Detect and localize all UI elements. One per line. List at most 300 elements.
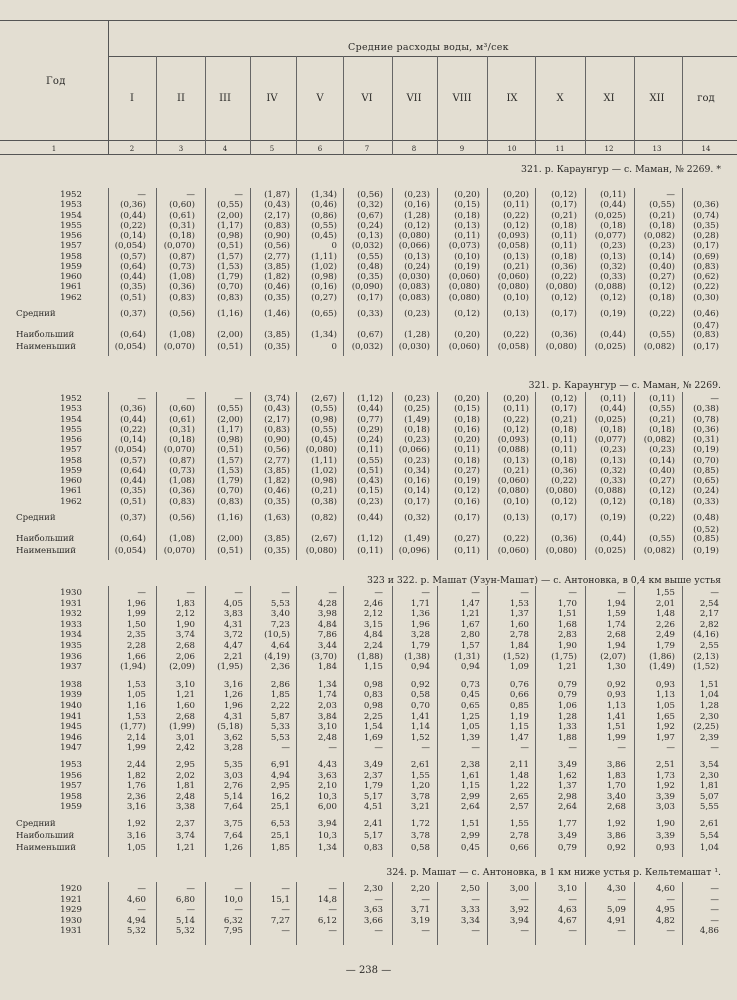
value-cell: —	[568, 588, 577, 598]
stat-value-cell: (1,16)	[217, 512, 243, 523]
section-divider	[487, 392, 488, 560]
value-cell: —	[710, 394, 719, 404]
value-cell: 5,87	[270, 711, 290, 722]
value-cell: 16,2	[270, 791, 290, 802]
value-cell: 2,03	[317, 701, 337, 711]
month-header-7: VIII	[452, 93, 472, 104]
value-cell: 2,50	[460, 884, 480, 894]
value-cell: (3,70)	[311, 651, 337, 662]
value-cell: (0,44)	[120, 210, 146, 221]
value-cell: —	[186, 394, 195, 404]
value-cell: (0,43)	[264, 200, 290, 211]
value-cell: 4,86	[699, 926, 719, 937]
year-cell: 1959	[60, 465, 82, 476]
value-cell: 2,98	[557, 791, 577, 802]
value-cell: 1,21	[175, 690, 195, 701]
value-cell: (0,87)	[169, 455, 195, 466]
value-cell: 1,28	[557, 711, 577, 722]
stat-value-cell: 1,26	[223, 843, 243, 853]
value-cell: —	[421, 926, 430, 937]
section-divider	[392, 882, 393, 945]
value-cell: —	[710, 743, 719, 754]
stat-value-cell: (0,19)	[600, 512, 626, 523]
value-cell: 1,53	[509, 598, 529, 609]
section-divider	[585, 882, 586, 945]
value-cell: (3,85)	[264, 261, 290, 272]
section-divider	[437, 882, 438, 945]
value-cell: —	[666, 926, 675, 937]
value-cell: (0,11)	[551, 435, 577, 445]
value-cell: (0,69)	[693, 251, 719, 262]
value-cell: (0,12)	[551, 496, 577, 507]
stat-value-cell: (0,35)	[264, 341, 290, 352]
stat-value-cell: (0,20)	[454, 329, 480, 340]
section-divider	[392, 392, 393, 560]
section-divider	[156, 392, 157, 560]
value-cell: (0,98)	[311, 272, 337, 282]
value-cell: (0,23)	[404, 190, 430, 200]
section-divider	[250, 392, 251, 560]
section-divider	[343, 586, 344, 857]
year-cell: 1958	[60, 251, 82, 262]
section-divider	[156, 882, 157, 945]
table-row	[0, 701, 737, 712]
stat-value-cell: (0,11)	[357, 545, 383, 556]
stat-value-cell: (0,27)	[454, 533, 480, 544]
stat-value-cell: 2,61	[699, 819, 719, 829]
value-cell: (1,02)	[311, 465, 337, 476]
value-cell: 0,66	[509, 690, 529, 701]
value-cell: —	[234, 905, 243, 916]
stat-value-cell: (0,22)	[503, 329, 529, 340]
table-row	[0, 630, 737, 641]
table-header	[0, 20, 737, 155]
value-cell: (0,22)	[503, 414, 529, 425]
stat-row	[0, 342, 737, 353]
section-divider	[250, 882, 251, 945]
value-cell: (0,080)	[497, 486, 529, 497]
value-cell: 0,65	[460, 701, 480, 711]
value-cell: 3,01	[175, 732, 195, 743]
value-cell: (0,32)	[600, 465, 626, 476]
value-cell: (0,24)	[357, 435, 383, 445]
stat-value-cell: 2,99	[460, 831, 480, 841]
year-cell: 1936	[60, 651, 82, 662]
value-cell: (1,28)	[404, 210, 430, 221]
value-cell: 1,51	[699, 679, 719, 690]
value-cell: (2,67)	[311, 394, 337, 404]
value-cell: 1,37	[557, 781, 577, 792]
value-cell: 6,32	[223, 915, 243, 926]
value-cell: (1,57)	[217, 455, 243, 466]
value-cell: (1,79)	[217, 272, 243, 282]
value-cell: (0,083)	[398, 292, 430, 303]
section-divider	[205, 392, 206, 560]
value-cell: 0,94	[410, 662, 430, 673]
value-cell: (0,20)	[454, 435, 480, 445]
stat-value-cell: (0,032)	[351, 341, 383, 352]
value-cell: —	[137, 394, 146, 404]
month-header-2: III	[219, 93, 231, 104]
section-divider	[585, 188, 586, 356]
value-cell: 4,31	[223, 711, 243, 722]
value-cell: —	[281, 588, 290, 598]
year-cell: 1946	[60, 732, 82, 743]
month-header-11: XII	[649, 93, 665, 104]
value-cell: 4,30	[606, 884, 626, 894]
stat-value-cell: 0,45	[460, 843, 480, 853]
stat-value-cell: 3,78	[410, 831, 430, 841]
value-cell: (1,17)	[217, 220, 243, 231]
value-cell: 1,37	[509, 609, 529, 620]
value-cell: —	[186, 884, 195, 894]
value-cell: 1,68	[557, 619, 577, 630]
value-cell: 3,74	[175, 630, 195, 641]
value-cell: 3,28	[410, 630, 430, 641]
value-cell: 3,38	[175, 802, 195, 813]
stat-value-cell: 3,94	[317, 819, 337, 829]
value-cell: 2,22	[270, 701, 290, 711]
value-cell: (0,11)	[600, 394, 626, 404]
value-cell: 3,44	[317, 641, 337, 651]
stat-value-cell: (0,32)	[404, 512, 430, 523]
value-cell: 4,60	[126, 894, 146, 905]
value-cell: 4,94	[270, 770, 290, 781]
section-divider	[535, 586, 536, 857]
stat-value-cell: 0,79	[557, 843, 577, 853]
value-cell: 2,02	[175, 770, 195, 781]
value-cell: —	[471, 926, 480, 937]
value-cell: 5,53	[270, 598, 290, 609]
value-cell: 3,16	[126, 802, 146, 813]
value-cell: 1,82	[126, 770, 146, 781]
table-row	[0, 599, 737, 610]
value-cell: (0,83)	[169, 292, 195, 303]
value-cell: (0,36)	[120, 404, 146, 415]
section-title-s324: 324. р. Машат — с. Антоновка, в 1 км ниже устья р. Кельтемашат ¹.	[386, 867, 721, 878]
value-cell: (0,21)	[311, 486, 337, 497]
value-cell: 0,79	[557, 690, 577, 701]
value-cell: 7,23	[270, 619, 290, 630]
value-cell: (0,18)	[454, 455, 480, 466]
value-cell: (0,83)	[264, 424, 290, 435]
stat-row	[0, 534, 737, 545]
stat-value-cell: (0,35)	[264, 545, 290, 556]
section-divider	[585, 392, 586, 560]
value-cell: (1,82)	[264, 272, 290, 282]
value-cell: —	[186, 588, 195, 598]
value-cell: 1,96	[223, 701, 243, 711]
stat-value-cell: 0,58	[410, 843, 430, 853]
year-cell: 1938	[60, 679, 82, 690]
value-cell: 1,15	[509, 722, 529, 733]
value-cell: 3,33	[460, 905, 480, 916]
value-cell: (1,99)	[169, 722, 195, 733]
value-cell: (0,13)	[404, 251, 430, 262]
value-cell: (1,38)	[404, 651, 430, 662]
value-cell: (0,10)	[503, 292, 529, 303]
value-cell: (0,35)	[120, 486, 146, 497]
stat-value-cell: 3,16	[126, 831, 146, 841]
table-row	[0, 905, 737, 916]
value-cell: 2,37	[363, 770, 383, 781]
value-cell: (0,55)	[217, 200, 243, 211]
value-cell: 2,01	[655, 598, 675, 609]
value-cell: (0,51)	[357, 465, 383, 476]
stat-value-cell: (1,49)	[404, 533, 430, 544]
stat-value-cell: 1,34	[317, 843, 337, 853]
value-cell: (0,70)	[217, 282, 243, 293]
value-cell: (0,36)	[120, 200, 146, 211]
value-cell: —	[328, 588, 337, 598]
value-cell: 1,34	[317, 679, 337, 690]
stat-value-cell: 1,77	[557, 819, 577, 829]
value-cell: 0,83	[363, 690, 383, 701]
value-cell: 1,74	[606, 619, 626, 630]
table-row	[0, 733, 737, 744]
value-cell: 0,93	[655, 679, 675, 690]
section-divider	[682, 882, 683, 945]
value-cell: (0,12)	[503, 424, 529, 435]
value-cell: 0,45	[460, 690, 480, 701]
section-divider	[487, 188, 488, 356]
value-cell: —	[234, 884, 243, 894]
stat-value-cell: (0,19)	[693, 545, 719, 556]
value-cell: (1,77)	[120, 722, 146, 733]
value-cell: (0,14)	[120, 435, 146, 445]
table-row	[0, 926, 737, 937]
value-cell: 0,79	[557, 679, 577, 690]
stat-row	[0, 513, 737, 524]
value-cell: (0,46)	[264, 282, 290, 293]
value-cell: (0,060)	[497, 476, 529, 486]
stat-value-cell: (0,51)	[217, 341, 243, 352]
header-divider-5	[343, 56, 344, 155]
value-cell: —	[617, 588, 626, 598]
stat-value-cell: (0,13)	[503, 308, 529, 319]
value-cell: 1,19	[509, 711, 529, 722]
section-divider	[296, 586, 297, 857]
stat-label: Наибольший	[16, 533, 75, 544]
value-cell: (0,43)	[264, 404, 290, 415]
month-header-8: IX	[506, 93, 518, 104]
value-cell: 1,92	[655, 722, 675, 733]
value-cell: (0,088)	[497, 445, 529, 456]
value-cell: (0,77)	[357, 414, 383, 425]
value-cell: 3,98	[317, 609, 337, 620]
value-cell: —	[234, 190, 243, 200]
value-cell: (1,02)	[311, 261, 337, 272]
value-cell: —	[710, 915, 719, 926]
year-cell: 1960	[60, 272, 82, 282]
stat-value-cell: 3,49	[557, 831, 577, 841]
section-title-s321a: 321. р. Караунгур — с. Маман, № 2269. *	[521, 164, 721, 175]
value-cell: (0,18)	[454, 210, 480, 221]
value-cell: 3,94	[509, 915, 529, 926]
year-cell: 1921	[60, 894, 82, 905]
stat-label: Средний	[16, 308, 56, 319]
value-cell: 2,48	[175, 791, 195, 802]
stat-value-cell: (1,63)	[264, 512, 290, 523]
value-cell: 1,30	[606, 662, 626, 673]
section-divider	[156, 188, 157, 356]
value-cell: (0,20)	[454, 190, 480, 200]
stat-value-cell: (0,082)	[643, 545, 675, 556]
value-cell: (0,17)	[357, 292, 383, 303]
value-cell: 1,26	[223, 690, 243, 701]
value-cell: (0,33)	[693, 496, 719, 507]
value-cell: 2,76	[223, 781, 243, 792]
year-cell: 1952	[60, 190, 82, 200]
value-cell: 1,21	[557, 662, 577, 673]
section-divider	[108, 188, 109, 356]
value-cell: (0,12)	[551, 394, 577, 404]
section-divider	[634, 882, 635, 945]
value-cell: (0,11)	[649, 394, 675, 404]
stat-value-cell: (0,060)	[497, 545, 529, 556]
year-cell: 1962	[60, 292, 82, 303]
value-cell: (0,28)	[693, 231, 719, 241]
value-cell: (0,054)	[114, 445, 146, 456]
value-cell: 2,26	[655, 619, 675, 630]
value-cell: 6,80	[175, 894, 195, 905]
stat-label: Наибольший	[16, 329, 75, 340]
value-cell: (0,44)	[120, 476, 146, 486]
stat-value-cell: (0,33)	[357, 308, 383, 319]
value-cell: 3,72	[223, 630, 243, 641]
year-cell: 1953	[60, 200, 82, 211]
stat-value-cell: (0,65)	[311, 308, 337, 319]
value-cell: 2,57	[509, 802, 529, 813]
column-number-3: 4	[222, 145, 228, 153]
value-cell: (0,27)	[649, 272, 675, 282]
value-cell: (0,093)	[497, 231, 529, 241]
value-cell: (0,78)	[693, 414, 719, 425]
value-cell: —	[617, 743, 626, 754]
stat-value-cell: (0,64)	[120, 533, 146, 544]
value-cell: —	[421, 894, 430, 905]
value-cell: 2,10	[317, 781, 337, 792]
section-title-s321b: 321. р. Караунгур — с. Маман, № 2269.	[528, 380, 721, 391]
value-cell: 1,53	[126, 711, 146, 722]
section-divider	[535, 392, 536, 560]
stat-label: Наименьший	[16, 843, 76, 853]
value-cell: (1,49)	[649, 662, 675, 673]
section-title-s323: 323 и 322. р. Машат (Узун-Машат) — с. Антоновка, в 0,4 км выше устья	[367, 575, 721, 586]
value-cell: 3,16	[223, 679, 243, 690]
value-cell: (0,13)	[357, 231, 383, 241]
value-cell: 2,44	[126, 760, 146, 770]
month-header-0: I	[130, 93, 134, 104]
value-cell: —	[568, 743, 577, 754]
value-cell: 1,90	[175, 619, 195, 630]
value-cell: (0,17)	[693, 241, 719, 252]
section-divider	[250, 188, 251, 356]
stat-value-cell: 25,1	[270, 831, 290, 841]
value-cell: 2,11	[509, 760, 529, 770]
value-cell: 1,96	[410, 619, 430, 630]
value-cell: (0,18)	[649, 424, 675, 435]
stat-value-cell: (0,060)	[448, 341, 480, 352]
value-cell: 3,54	[699, 760, 719, 770]
table-row	[0, 680, 737, 691]
value-cell: (2,17)	[264, 210, 290, 221]
stat-value-cell: (0,22)	[503, 533, 529, 544]
stat-row	[0, 546, 737, 557]
stat-value-cell: (0,37)	[120, 308, 146, 319]
value-cell: 5,14	[223, 791, 243, 802]
stat-value-cell: (3,85)	[264, 329, 290, 340]
value-cell: (0,38)	[311, 496, 337, 507]
value-cell: (0,60)	[169, 404, 195, 415]
value-cell: (0,73)	[169, 465, 195, 476]
stat-value-cell: (0,64)	[120, 329, 146, 340]
stat-value-cell: (3,85)	[264, 533, 290, 544]
stat-value-cell: (0,082)	[643, 341, 675, 352]
column-number-12: 13	[652, 145, 662, 153]
value-cell: —	[710, 905, 719, 916]
value-cell: 0,92	[606, 679, 626, 690]
value-cell: (0,088)	[594, 282, 626, 293]
year-cell: 1933	[60, 619, 82, 630]
table-row	[0, 771, 737, 782]
value-cell: 1,22	[509, 781, 529, 792]
table-row	[0, 781, 737, 792]
value-cell: (2,25)	[693, 722, 719, 733]
value-cell: (0,032)	[351, 241, 383, 252]
table-row	[0, 293, 737, 304]
value-cell: 4,95	[655, 905, 675, 916]
value-cell: (0,62)	[693, 272, 719, 282]
value-cell: (0,18)	[551, 220, 577, 231]
table-row	[0, 712, 737, 723]
value-cell: (0,13)	[600, 251, 626, 262]
value-cell: 1,48	[509, 770, 529, 781]
section-divider	[585, 586, 586, 857]
value-cell: 1,81	[175, 781, 195, 792]
value-cell: (0,27)	[311, 292, 337, 303]
value-cell: 2,36	[270, 662, 290, 673]
value-cell: 2,80	[460, 630, 480, 641]
value-cell: 1,15	[363, 662, 383, 673]
value-cell: 2,95	[175, 760, 195, 770]
stat-value-cell: (1,34)	[311, 329, 337, 340]
value-cell: (2,00)	[217, 414, 243, 425]
value-cell: 1,13	[655, 690, 675, 701]
header-divider-12	[682, 56, 683, 155]
stat-value-cell: 0,92	[606, 843, 626, 853]
value-cell: —	[520, 588, 529, 598]
stat-value-cell: 1,04	[699, 843, 719, 853]
stat-value-cell: (0,17)	[551, 512, 577, 523]
value-cell: —	[186, 905, 195, 916]
value-cell: (0,36)	[693, 424, 719, 435]
value-cell: 1,05	[126, 690, 146, 701]
value-cell: (0,12)	[404, 220, 430, 231]
value-cell: 3,00	[509, 884, 529, 894]
header-divider-6	[392, 56, 393, 155]
value-cell: (0,46)	[311, 200, 337, 211]
value-cell: (0,18)	[600, 424, 626, 435]
column-number-11: 12	[604, 145, 614, 153]
value-cell: (0,22)	[120, 424, 146, 435]
value-cell: (0,38)	[693, 404, 719, 415]
year-cell: 1941	[60, 711, 82, 722]
value-cell: (0,18)	[649, 220, 675, 231]
section-divider	[205, 882, 206, 945]
value-cell: 2,17	[699, 609, 719, 620]
value-cell: (0,30)	[693, 292, 719, 303]
